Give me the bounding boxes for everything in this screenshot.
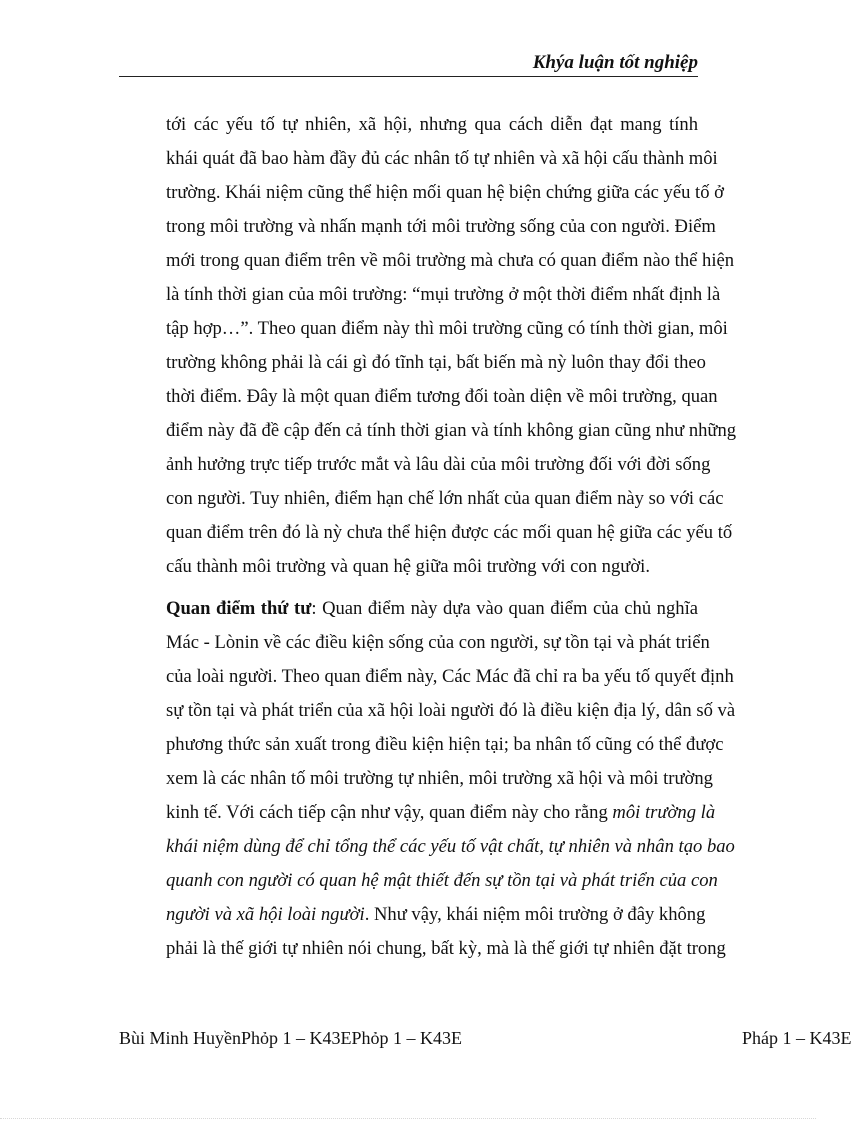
text-run: : Quan điểm này dựa vào quan điểm của chủ nghĩa [311, 598, 698, 619]
text-line [119, 592, 698, 626]
text-line: điểm này đã đề cập đến cả tính thời gian và tính không gian cũng như những [166, 420, 737, 441]
text-line [119, 898, 706, 932]
text-line: sự tồn tại và phát triển của xã hội loài người đó là điều kiện địa lý, dân số và [166, 700, 736, 721]
text-line: khái niệm dùng để chỉ tổng thể các yếu tố vật chất, tự nhiên và nhân tạo bao [166, 836, 735, 857]
text-line: ảnh hưởng trực tiếp trước mắt và lâu dài của môi trường đối với đời sống [166, 454, 711, 475]
text-line: tập hợp…”. Theo quan điểm này thì môi trường cũng có tính thời gian, môi [166, 318, 728, 339]
text-line: xem là các nhân tố môi trường tự nhiên, môi trường xã hội và môi trường [166, 768, 713, 789]
paragraph-lead: Quan điểm thứ tư [166, 598, 312, 619]
body-text [119, 108, 737, 966]
text-line: của loài người. Theo quan điểm này, Các Mác đã chỉ ra ba yếu tố quyết định [166, 666, 734, 687]
text-line: Mác - Lònin về các điều kiện sống của con người, sự tồn tại và phát triển [166, 632, 710, 653]
text-line: trường. Khái niệm cũng thể hiện mối quan hệ biện chứng giữa các yếu tố ở [166, 182, 724, 203]
text-line: khái quát đã bao hàm đầy đủ các nhân tố tự nhiên và xã hội cấu thành môi [166, 148, 718, 169]
text-line: thời điểm. Đây là một quan điểm tương đối toàn diện về môi trường, quan [166, 386, 718, 407]
paragraph-2 [119, 592, 736, 966]
italic-run: môi trường là [612, 802, 716, 823]
text-line: phương thức sản xuất trong điều kiện hiện tại; ba nhân tố cũng có thể được [166, 734, 724, 755]
header-rule [119, 76, 698, 77]
header-title: Khýa luận tốt nghiệp [532, 52, 698, 73]
text-line: cấu thành môi trường và quan hệ giữa môi trường với con người. [166, 556, 650, 577]
text-line: trường không phải là cái gì đó tĩnh tại, bất biến mà nỳ luôn thay đổi theo [166, 352, 706, 373]
text-line: con người. Tuy nhiên, điểm hạn chế lớn nhất của quan điểm này so với các [166, 488, 724, 509]
text-line: quan điểm trên đó là nỳ chưa thể hiện được các mối quan hệ giữa các yếu tố [166, 522, 733, 543]
text-line [119, 796, 716, 830]
text-run: . Như vậy, khái niệm môi trường ở đây không [364, 904, 706, 925]
text-line: phải là thế giới tự nhiên nói chung, bất kỳ, mà là thế giới tự nhiên đặt trong [166, 938, 726, 959]
page-edge-divider [0, 1118, 816, 1119]
text-line: quanh con người có quan hệ mật thiết đến sự tồn tại và phát triển của con [166, 870, 718, 891]
text-line: trong môi trường và nhấn mạnh tới môi trường sống của con người. Điểm [166, 216, 716, 237]
footer-class: Pháp 1 – K43E [742, 1028, 852, 1048]
text-line: là tính thời gian của môi trường: “mụi trường ở một thời điểm nhất định là [166, 284, 721, 305]
footer-author: Bùi Minh HuyềnPhỏp 1 – K43EPhỏp 1 – K43E [119, 1028, 463, 1048]
paragraph-1 [119, 108, 737, 584]
text-line: tới các yếu tố tự nhiên, xã hội, nhưng qua cách diễn đạt mang tính [166, 114, 698, 135]
text-run: kinh tế. Với cách tiếp cận như vậy, quan điểm này cho rằng [166, 802, 613, 823]
italic-run: người và xã hội loài người [166, 904, 365, 925]
text-line: mới trong quan điểm trên về môi trường mà chưa có quan điểm nào thể hiện [166, 250, 735, 271]
